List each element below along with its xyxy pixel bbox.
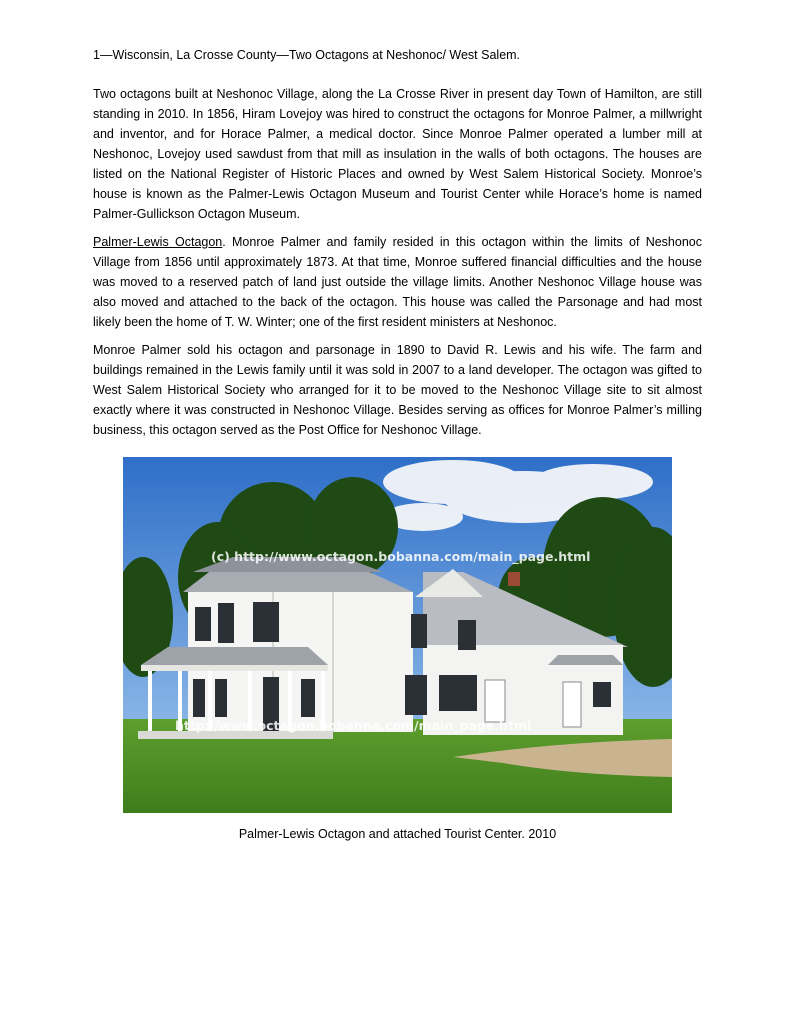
paragraph-palmer-lewis (93, 232, 702, 332)
photo-caption: Palmer-Lewis Octagon and attached Tourist Center. 2010 (238, 827, 557, 841)
paragraph-lead-underlined: Palmer-Lewis Octagon (93, 235, 223, 249)
document-heading: 1—Wisconsin, La Crosse County—Two Octagons at Neshonoc/ West Salem. (93, 48, 521, 62)
paragraph-intro: Two octagons built at Neshonoc Village, along the La Crosse River in present day Town of Hamilton, are still standing in 2010. In 1856, Hiram Lovejoy was hired to construct the octagons for Monroe Palmer, a millwright and inventor, and for Horace Palmer, a medical doctor. Since Monroe Palmer operated a lumber mill at Neshonoc, Lovejoy used sawdust from that mill as insulation in the walls of both octagons. The houses are listed on the National Register of Historic Places and owned by West Salem Historical Society. Monroe’s house is known as the Palmer-Lewis Octagon Museum and Tourist Center while Horace’s home is named Palmer-Gullickson Octagon Museum. (93, 87, 702, 221)
document-body (93, 46, 702, 448)
paragraph-palmer-lewis-text: . Monroe Palmer and family resided in this octagon within the limits of Neshonoc Village from 1856 until approximately 1873. At that time, Monroe suffered financial difficulties and the house was moved to a reserved patch of land just outside the village limits. Another Neshonoc Village house was also moved and attached to the back of the octagon. This house was called the Parsonage and had most likely been the home of T. W. Winter; one of the first resident ministers at Neshonoc. (93, 235, 702, 329)
paragraph-sale-history: Monroe Palmer sold his octagon and parsonage in 1890 to David R. Lewis and his wife. The farm and buildings remained in the Lewis family until it was sold in 2007 to a land developer. The octagon was gifted to West Salem Historical Society who arranged for it to be moved to the Neshonoc Village site to sit almost exactly where it was constructed in Neshonoc Village. Besides serving as offices for Monroe Palmer’s milling business, this octagon served as the Post Office for Neshonoc Village. (93, 343, 702, 437)
photo-watermark-top: (c) http://www.octagon.bobanna.com/main_page.html (211, 549, 591, 564)
photo-watermark-bottom: http://www.octagon.bobanna.com/main_page.html (175, 718, 532, 733)
octagon-photo (123, 457, 672, 813)
